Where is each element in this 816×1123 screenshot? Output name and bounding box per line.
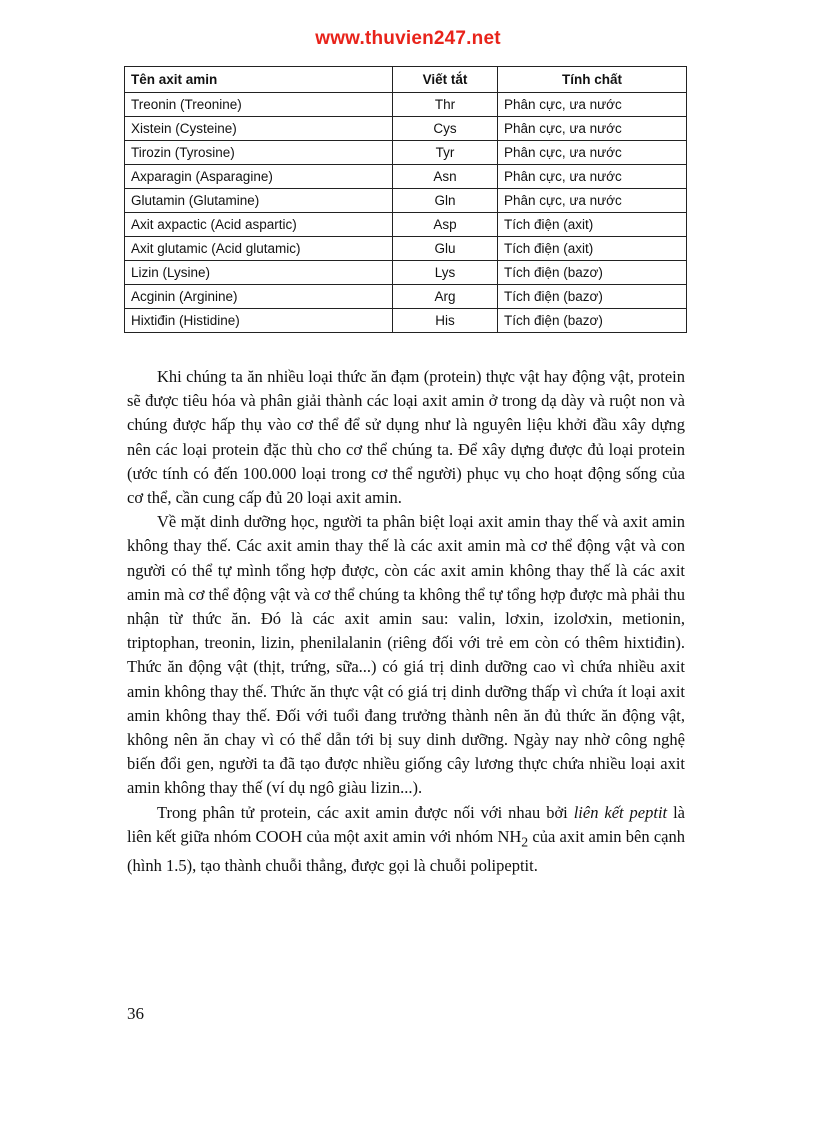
cell-name: Acginin (Arginine) — [125, 285, 393, 309]
header-property: Tính chất — [498, 67, 687, 93]
cell-abbreviation: Glu — [393, 237, 498, 261]
watermark-url: www.thuvien247.net — [315, 28, 501, 49]
table-row — [125, 141, 687, 165]
paragraph-3-start: Trong phân tử protein, các axit amin được nối với nhau bởi — [157, 802, 574, 822]
term-peptide-bond: liên kết peptit — [573, 802, 668, 822]
cell-name: Axparagin (Asparagine) — [125, 165, 393, 189]
amino-acid-table — [124, 66, 687, 333]
cell-abbreviation: Asn — [393, 165, 498, 189]
paragraph-3 — [127, 801, 685, 879]
header-abbreviation: Viết tắt — [393, 67, 498, 93]
cell-property: Tích điện (axit) — [498, 213, 687, 237]
table-row — [125, 309, 687, 333]
cell-property: Tích điện (bazơ) — [498, 309, 687, 333]
cell-abbreviation: Cys — [393, 117, 498, 141]
cell-property: Tích điện (axit) — [498, 237, 687, 261]
cell-abbreviation: Arg — [393, 285, 498, 309]
cell-abbreviation: Gln — [393, 189, 498, 213]
cell-name: Lizin (Lysine) — [125, 261, 393, 285]
table-row — [125, 93, 687, 117]
paragraph-1: Khi chúng ta ăn nhiều loại thức ăn đạm (protein) thực vật hay động vật, protein sẽ được tiêu hóa và phân giải thành các loại axit amin ở trong dạ dày và ruột non và chúng được hấp thụ vào cơ thể để sử dụng như là nguyên liệu khởi đầu xây dựng nên các loại protein đặc thù cho cơ thể chúng ta. Để xây dựng được đủ loại protein (ước tính có đến 100.000 loại trong cơ thể người) phục vụ cho hoạt động sống của cơ thể, cần cung cấp đủ 20 loại axit amin. — [127, 367, 685, 508]
paragraph-3-end: của axit amin bên cạnh (hình 1.5), tạo thành chuỗi thẳng, được gọi là chuỗi polipeptit. — [127, 826, 685, 876]
paragraph-3-mid: là liên kết giữa nhóm COOH của một axit amin với nhóm NH — [127, 802, 685, 846]
cell-name: Glutamin (Glutamine) — [125, 189, 393, 213]
cell-property: Phân cực, ưa nước — [498, 141, 687, 165]
cell-abbreviation: His — [393, 309, 498, 333]
cell-property: Phân cực, ưa nước — [498, 93, 687, 117]
cell-abbreviation: Tyr — [393, 141, 498, 165]
paragraph-2: Về mặt dinh dưỡng học, người ta phân biệt loại axit amin thay thế và axit amin không thay thế. Các axit amin thay thế là các axit amin mà cơ thể động vật và con người có thể tự mình tổng hợp được, còn các axit amin không thay thế là các axit amin mà cơ thể động vật và cơ thể chúng ta không thể tự tổng hợp được mà phải thu nhận từ thức ăn. Đó là các axit amin sau: valin, lơxin, izolơxin, metionin, triptophan, treonin, lizin, phenilalanin (riêng đối với trẻ em còn có thêm hixtiđin). Thức ăn động vật (thịt, trứng, sữa...) có giá trị dinh dưỡng cao vì chứa nhiều axit amin không thay thế. Thức ăn thực vật có giá trị dinh dưỡng thấp vì chứa ít loại axit amin không thay thế. Đối với tuổi đang trưởng thành nên ăn đủ thức ăn động vật, không nên ăn chay vì có thể dẫn tới bị suy dinh dưỡng. Ngày nay nhờ công nghệ biến đổi gen, người ta đã tạo được nhiều giống cây lương thực chứa nhiều loại axit amin không thay thế (ví dụ ngô giàu lizin...). — [127, 512, 685, 798]
header-name: Tên axit amin — [125, 67, 393, 93]
cell-property: Phân cực, ưa nước — [498, 165, 687, 189]
cell-abbreviation: Thr — [393, 93, 498, 117]
cell-name: Axit axpactic (Acid aspartic) — [125, 213, 393, 237]
table-row — [125, 189, 687, 213]
table-row — [125, 285, 687, 309]
body-text — [127, 365, 685, 879]
cell-name: Hixtiđin (Histidine) — [125, 309, 393, 333]
cell-name: Xistein (Cysteine) — [125, 117, 393, 141]
cell-property: Tích điện (bazơ) — [498, 261, 687, 285]
cell-property: Tích điện (bazơ) — [498, 285, 687, 309]
table-row — [125, 117, 687, 141]
cell-property: Phân cực, ưa nước — [498, 117, 687, 141]
table-row — [125, 261, 687, 285]
cell-name: Axit glutamic (Acid glutamic) — [125, 237, 393, 261]
subscript-2: 2 — [521, 834, 529, 850]
cell-name: Tirozin (Tyrosine) — [125, 141, 393, 165]
page-number: 36 — [127, 1004, 144, 1023]
cell-property: Phân cực, ưa nước — [498, 189, 687, 213]
table-row — [125, 237, 687, 261]
table-row — [125, 213, 687, 237]
cell-name: Treonin (Treonine) — [125, 93, 393, 117]
cell-abbreviation: Asp — [393, 213, 498, 237]
table-header-row — [125, 67, 687, 93]
cell-abbreviation: Lys — [393, 261, 498, 285]
table-row — [125, 165, 687, 189]
